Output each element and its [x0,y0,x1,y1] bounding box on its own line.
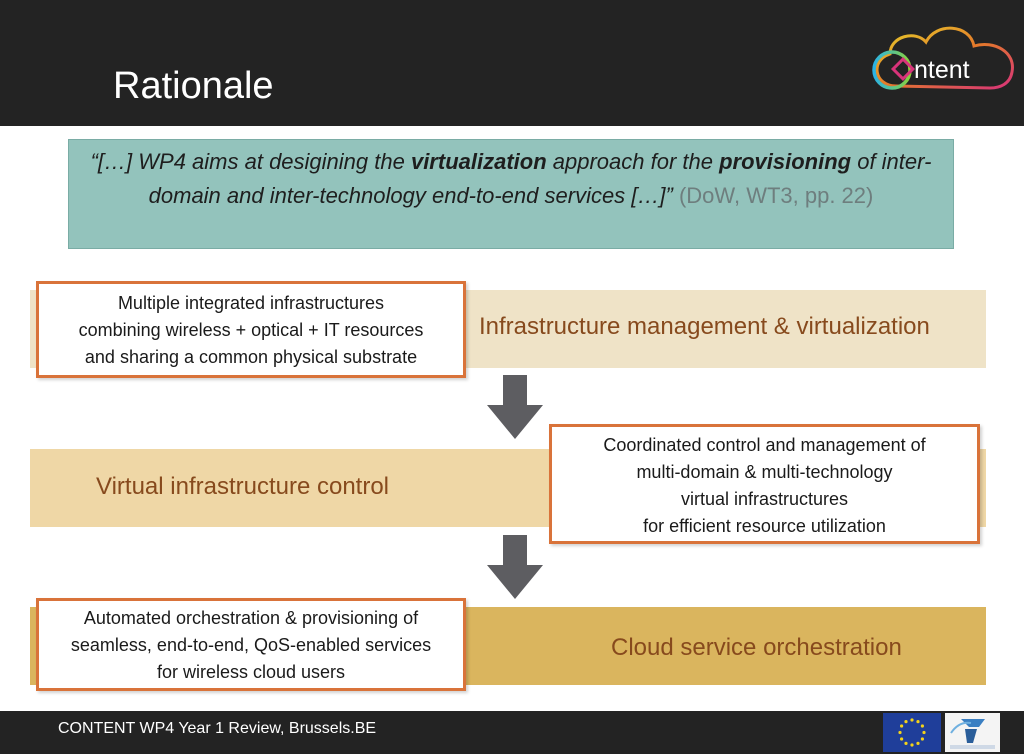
description-line: for efficient resource utilization [643,516,886,536]
slide-title: Rationale [113,65,274,107]
quote-part2: approach for the [546,149,720,174]
fp7-logo-icon [945,713,1000,752]
layer-label-infrastructure: Infrastructure management & virtualization [479,313,930,340]
content-logo [866,16,1024,108]
description-box-orchestration [36,598,466,691]
description-line: virtual infrastructures [680,489,849,509]
layer-label-orchestration: Cloud service orchestration [611,634,902,661]
description-line: Multiple integrated infrastructures [117,293,385,313]
description-line: multi-domain & multi-technology [636,462,893,482]
layer-label-control: Virtual infrastructure control [96,473,390,500]
eu-flag-icon [883,713,941,752]
quote-bold1: virtualization [410,149,547,174]
description-line: and sharing a common physical substrate [84,347,418,367]
description-line: Coordinated control and management of [603,435,926,455]
quote-citation: (DoW, WT3, pp. 22) [672,183,874,208]
description-line: Automated orchestration & provisioning of [83,608,419,628]
description-line: combining wireless + optical + IT resources [78,320,424,340]
quote-box [68,139,954,249]
quote-bold2: provisioning [719,149,852,174]
description-box-infrastructure [36,281,466,378]
footer-text: CONTENT WP4 Year 1 Review, Brussels.BE [58,720,377,737]
down-arrow-icon [485,373,545,441]
down-arrow-icon [485,533,545,601]
quote-part3: of inter-domain and inter-technology end-to-end services […]” [148,149,932,208]
quote-part1: “[…] WP4 aims at desigining the [90,149,411,174]
description-box-control [549,424,980,544]
description-line: for wireless cloud users [156,662,346,682]
logo-text: ntent [914,56,970,84]
description-line: seamless, end-to-end, QoS-enabled services [70,635,432,655]
